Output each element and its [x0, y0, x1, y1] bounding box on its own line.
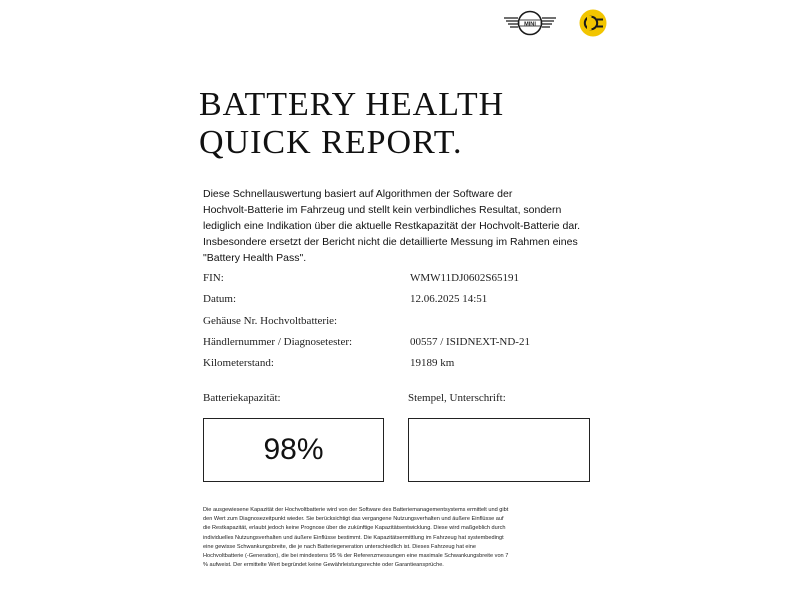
stamp-signature-box: [408, 418, 590, 482]
title-line: QUICK REPORT.: [199, 124, 463, 161]
footnote-line: eine gewisse Schwankungsbreite, die je nach Batteriegeneration unterschiedlich ist. Dieses Fahrzeug hat eine: [203, 543, 477, 550]
intro-paragraph: [203, 186, 603, 266]
report-title: [199, 86, 504, 162]
intro-line: Insbesondere ersetzt der Bericht nicht die detaillierte Messung im Rahmen eines: [203, 236, 578, 248]
field-label: Datum:: [203, 293, 236, 305]
field-row-datum: [203, 293, 603, 307]
field-label: Kilometerstand:: [203, 357, 274, 369]
field-row-fin: [203, 272, 603, 286]
footnote-line: den Wert zum Diagnosezeitpunkt wieder. Sie berücksichtigt das vergangene Nutzungsverhalten und äußere Einflüsse auf: [203, 516, 504, 523]
footnote-line: Die ausgewiesene Kapazität der Hochvoltbatterie wird von der Software des Batteriemanagementsystems ermittelt und gibt: [203, 507, 509, 513]
capacity-value: 98%: [263, 433, 324, 466]
field-label: Gehäuse Nr. Hochvoltbatterie:: [203, 315, 338, 327]
field-row-dealer: [203, 336, 603, 350]
field-label: FIN:: [203, 272, 224, 284]
svg-text:MINI: MINI: [524, 21, 536, 28]
field-row-mileage: [203, 357, 603, 371]
electric-plug-icon: [578, 8, 608, 38]
intro-line: Diese Schnellauswertung basiert auf Algorithmen der Software der: [203, 188, 513, 200]
intro-line: Hochvolt-Batterie im Fahrzeug und stellt kein verbindliches Resultat, sondern: [203, 204, 562, 216]
field-value: 12.06.2025 14:51: [410, 293, 488, 305]
title-line: BATTERY HEALTH: [199, 86, 505, 123]
intro-line: lediglich eine Indikation über die aktuelle Restkapazität der Hochvolt-Batterie dar.: [203, 220, 581, 232]
footnote-line: % aufweist. Der ermittelte Wert begründet keine Gewährleistungsrechte oder Garantieansprüche.: [203, 562, 444, 569]
header-logos: [502, 8, 608, 38]
field-row-battery-housing: [203, 315, 603, 329]
disclaimer-footnote: [203, 506, 595, 570]
capacity-label: Batteriekapazität:: [203, 392, 281, 404]
field-value: WMW11DJ0602S65191: [410, 272, 519, 284]
stamp-label: Stempel, Unterschrift:: [408, 392, 506, 404]
field-label: Händlernummer / Diagnosetester:: [203, 336, 353, 348]
capacity-box: [203, 418, 384, 482]
field-value: 00557 / ISIDNEXT-ND-21: [410, 336, 530, 348]
footnote-line: die Restkapazität, erlaubt jedoch keine Prognose über die zukünftige Kapazitätsentwicklung. Diese wird maßgeblich durch: [203, 525, 506, 532]
intro-line: "Battery Health Pass".: [203, 252, 307, 264]
footnote-line: Hochvoltbatterie (-Generation), die bei mindestens 95 % der Referenzmessungen eine maximale Schwankungsbreite von 7: [203, 553, 509, 560]
footnote-line: individuelles Nutzungsverhalten und äußere Einflüsse bestimmt. Die Kapazitätsermittlung im Fahrzeug hat systembedingt: [203, 534, 504, 541]
mini-logo: [502, 9, 558, 37]
field-value: 19189 km: [410, 357, 455, 369]
